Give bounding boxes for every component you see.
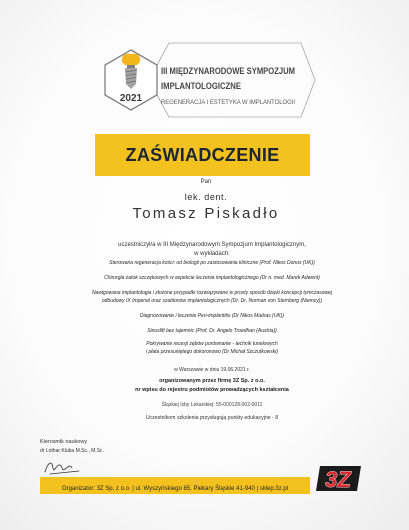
organizer-bar <box>40 477 310 494</box>
logo-subtitle: REGENERACJA I ESTETYKA W IMPLANTOLOGII <box>161 100 296 106</box>
logo-title-line1: III MIĘDZYNARODOWE SYMPOZJUM <box>161 66 296 77</box>
logo-title-line2: IMPLANTOLOGICZNE <box>161 81 241 92</box>
lectures-label: w wykładach: <box>194 251 230 257</box>
lecture-line: odbudowy IX Imperial oraz szablonów implantologicznych (Dr. Dr. Norman von Sternberg (Niemcy)) <box>101 298 323 304</box>
lecture-line: Sinuslift bez tajemnic (Prof. Dr. Angelo Troedhan (Austria)) <box>147 328 277 334</box>
logo-year: 2021 <box>119 93 143 104</box>
lecture-line: Sterowana regeneracja kości: od biologii po zastosowania kliniczne (Prof. Nikos Donos (UK)) <box>109 260 315 266</box>
signatory-role: Kierownik naukowy <box>40 439 88 445</box>
symposium-logo <box>95 40 317 120</box>
lecture-line: Diagnozowanie i leczenie Peri-implantitis (Dr Nikos Madras (UK)) <box>139 313 285 319</box>
recipient-degree: lek. dent. <box>184 192 228 202</box>
heading-banner <box>95 134 310 176</box>
recipient-salutation: Pan <box>200 179 212 185</box>
signatory-name: dr Lothar Kluba M.Sc., M.Sc. <box>40 448 104 454</box>
event-chamber-number: Śląskiej Izby Lekarskiej: 55-000128-002-0011 <box>161 402 263 408</box>
certificate-heading: ZAŚWIADCZENIE <box>125 145 280 165</box>
brand-logo <box>314 463 362 497</box>
signature-icon <box>42 456 84 478</box>
recipient-name: Tomasz Piskadło <box>132 205 280 222</box>
lecture-line: Chirurgia zatok szczękowych w aspekcie leczenia implantologicznego (Dr n. med. Marek Adwent) <box>104 275 320 281</box>
brand-logo-text: 3Z <box>325 467 351 492</box>
event-organizer: organizowanym przez firmę 3Z Sp. z o.o. <box>159 378 265 384</box>
lecture-line: Pokrywanie recesji zębów porównanie - technik tunelowych <box>146 341 278 347</box>
event-education-points: Uczestnikom szkolenia przysługują punkty edukacyjne - 8 <box>145 415 279 421</box>
event-registry: nr wpisu do rejestru podmiotów prowadzących kształcenia <box>135 387 289 393</box>
participation-intro: uczestniczył/a w III Międzynarodowym Sympozjum Implantologicznym, <box>118 242 306 248</box>
event-place-date: w Warszawie w dniu 19.06.2021 r. <box>174 367 250 373</box>
organizer-bar-text: Organizator: 3Z Sp. z o.o. | ul. Wyszyńskiego 85, Piekary Śląskie 41-940 | sklep.3z.pl <box>61 486 289 492</box>
lecture-line: Nawigowana implantologia i złożone przypadki rozwiązywane w prosty sposób dzięki koncepcji tymczasowej <box>91 290 333 296</box>
lecture-line: i płata przesuniętego dokoronowo (Dr Michał Szczutkowski) <box>145 349 278 355</box>
